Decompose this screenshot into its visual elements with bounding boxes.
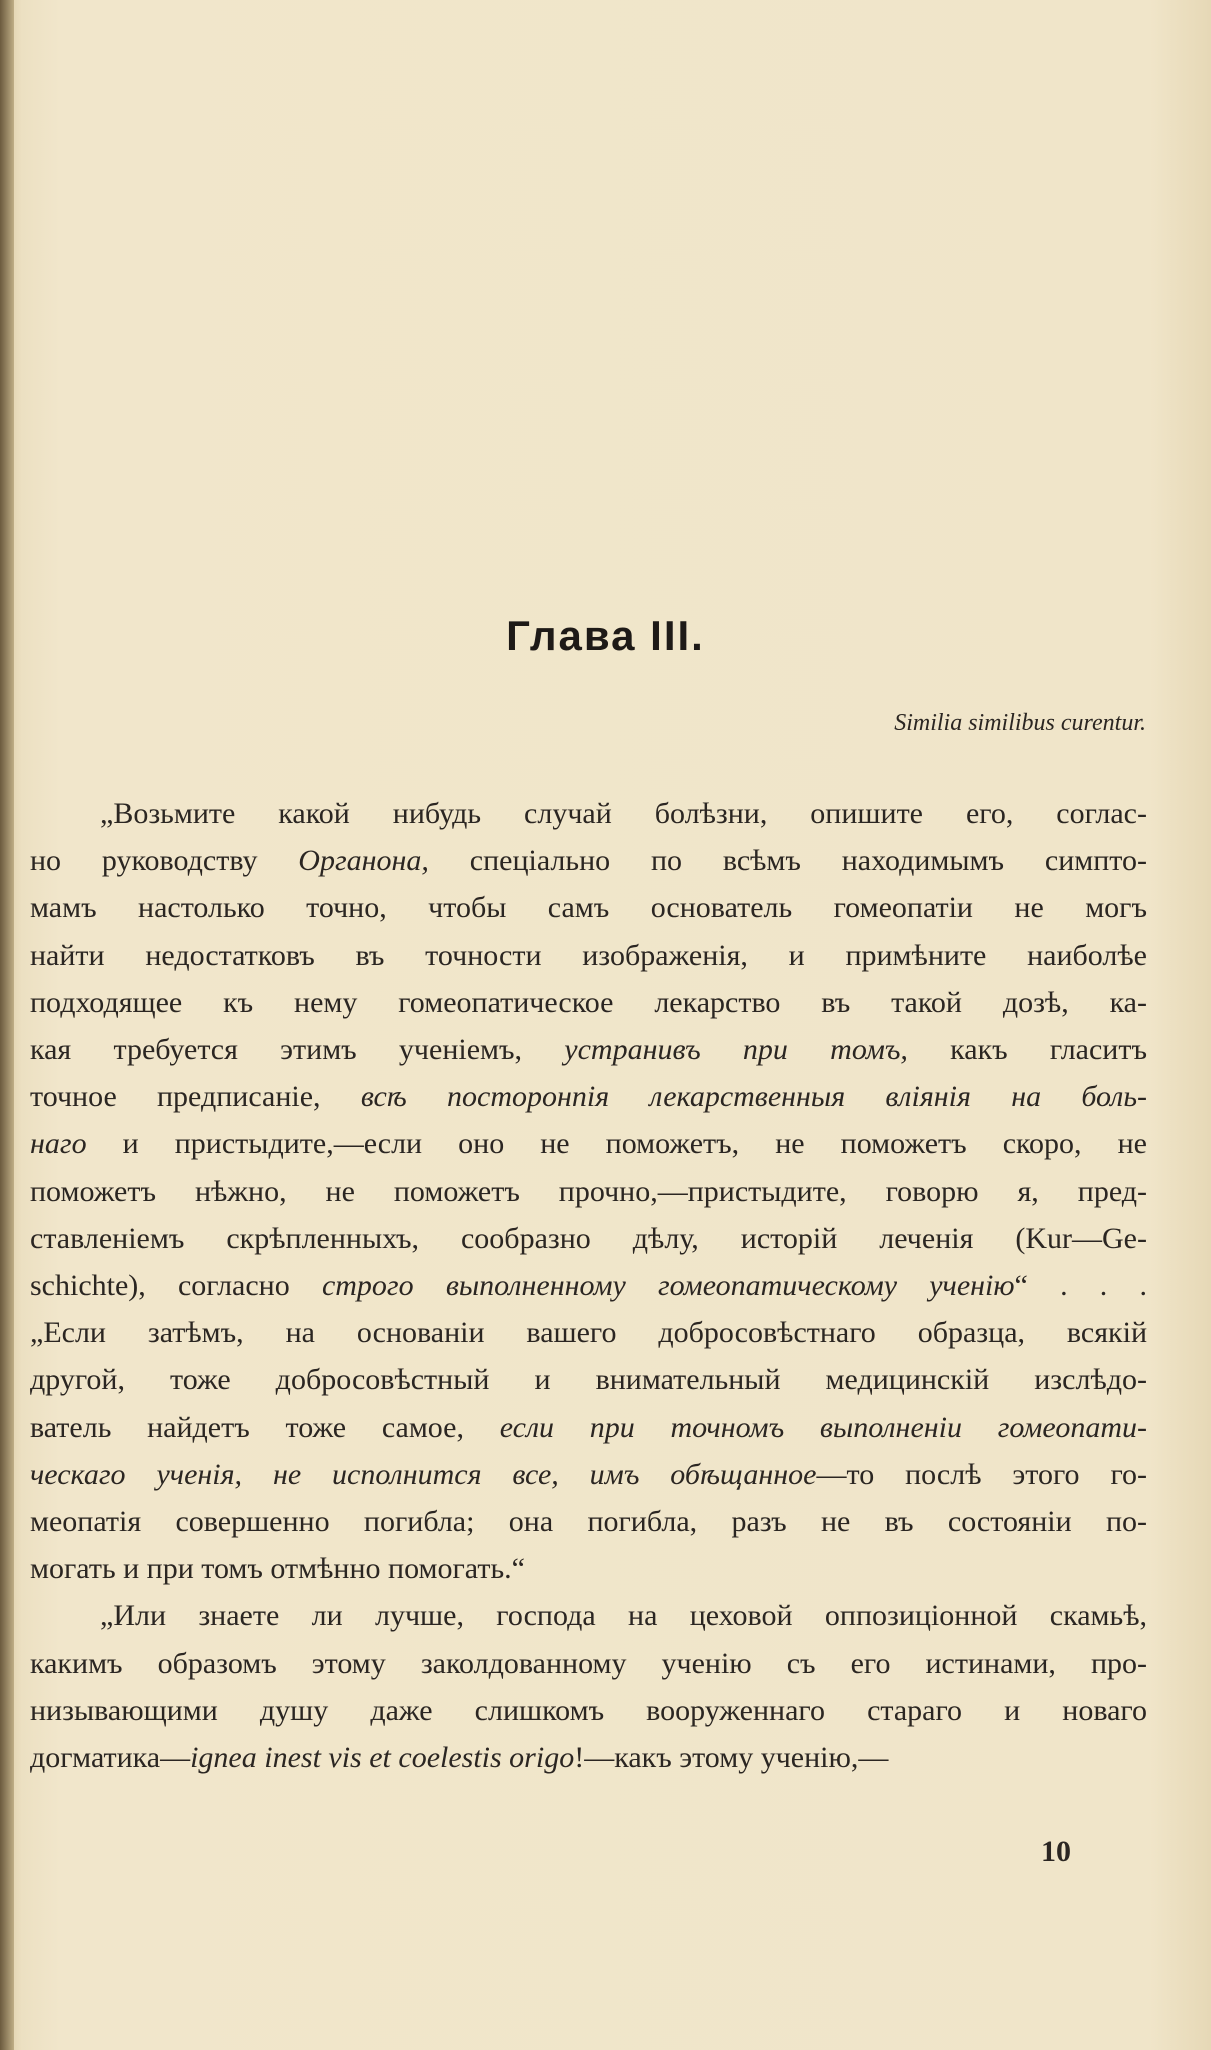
italic-text: всѣ посторонniя лекарственныя вліянія на боль- — [360, 1080, 1147, 1114]
page-number: 10 — [1041, 1835, 1071, 1868]
text-line — [30, 1404, 1147, 1451]
text-run: —то послѣ этого го- — [816, 1457, 1147, 1491]
text-run: „Если затѣмъ, на основаніи вашего добросовѣстнаго образца, всякій — [30, 1316, 1147, 1350]
italic-text: наго — [30, 1127, 87, 1161]
text-run: меопатія совершенно погибла; она погибла, разъ не въ состояніи по- — [30, 1505, 1147, 1539]
text-run: „Или знаете ли лучше, господа на цеховой оппозиціонной скамьѣ, — [100, 1599, 1147, 1633]
italic-text: ческаго ученія, не исполнится все, имъ обѣщанное — [30, 1457, 817, 1491]
text-line — [30, 1356, 1147, 1403]
text-run: другой, тоже добросовѣстный и внимательный медицинскій изслѣдо- — [30, 1363, 1147, 1397]
italic-text: если при точномъ выполненіи гомеопати- — [499, 1410, 1147, 1444]
text-run: найти недостатковъ въ точности изображенія, и примѣните наиболѣе — [30, 938, 1147, 972]
text-line — [30, 1120, 1147, 1167]
text-run: какъ гласитъ — [907, 1033, 1147, 1067]
text-line — [30, 1168, 1147, 1215]
text-line — [30, 884, 1147, 931]
text-run: schichte), согласно — [30, 1269, 322, 1303]
text-run: „Возьмите какой нибудь случай болѣзни, опишите его, соглас- — [100, 797, 1147, 830]
text-line — [30, 790, 1147, 837]
text-line — [30, 1498, 1147, 1545]
paragraph — [30, 790, 1147, 1592]
text-line — [30, 1073, 1147, 1120]
text-line — [30, 1687, 1147, 1734]
italic-text: Органона, — [298, 844, 429, 878]
text-line — [30, 1640, 1147, 1687]
text-line — [30, 932, 1147, 979]
text-line — [30, 1309, 1147, 1356]
text-line — [30, 1451, 1147, 1498]
text-run: !—какъ этому ученію,— — [574, 1741, 889, 1775]
text-run: спеціально по всѣмъ находимымъ симпто- — [428, 844, 1147, 878]
body-text — [30, 790, 1147, 1781]
text-run: “ . . . — [1014, 1269, 1147, 1303]
text-run: и пристыдите,—если оно не поможетъ, не поможетъ скоро, не — [86, 1127, 1147, 1161]
text-line — [30, 1734, 1147, 1781]
text-line — [30, 979, 1147, 1026]
text-run: точное предписаніе, — [30, 1080, 361, 1114]
italic-text: устранивъ при томъ, — [564, 1033, 908, 1067]
text-line — [30, 1592, 1147, 1639]
text-run: догматика— — [30, 1741, 191, 1775]
text-run: низывающими душу даже слишкомъ вооруженнаго стараго и новаго — [30, 1693, 1147, 1727]
epigraph: Similia similibus curentur. — [894, 710, 1146, 736]
text-run: мамъ настолько точно, чтобы самъ основатель гомеопатіи не могъ — [30, 891, 1147, 925]
text-run: кая требуется этимъ ученіемъ, — [30, 1033, 565, 1067]
text-run: ватель найдетъ тоже самое, — [30, 1410, 500, 1444]
chapter-title: Глава III. — [506, 612, 705, 659]
text-line — [30, 837, 1147, 884]
text-line — [30, 1545, 1147, 1592]
text-line — [30, 1215, 1147, 1262]
italic-text: строго выполненному гомеопатическому ученію — [321, 1269, 1015, 1303]
italic-text: ignea inest vis et coelestis origo — [190, 1741, 575, 1775]
text-run: подходящее къ нему гомеопатическое лекарство въ такой дозѣ, ка- — [30, 985, 1147, 1019]
book-spine-shadow — [0, 0, 14, 2050]
paragraph — [30, 1592, 1147, 1781]
text-run: ставленіемъ скрѣпленныхъ, сообразно дѣлу, исторій леченія (Kur—Ge- — [30, 1221, 1147, 1255]
text-run: поможетъ нѣжно, не поможетъ прочно,—пристыдите, говорю я, пред- — [30, 1174, 1147, 1208]
text-run: какимъ образомъ этому заколдованному ученію съ его истинами, про- — [30, 1646, 1147, 1680]
text-line — [30, 1262, 1147, 1309]
text-run: могать и при томъ отмѣнно помогать.“ — [30, 1552, 525, 1586]
text-line — [30, 1026, 1147, 1073]
text-run: но руководству — [30, 844, 299, 878]
